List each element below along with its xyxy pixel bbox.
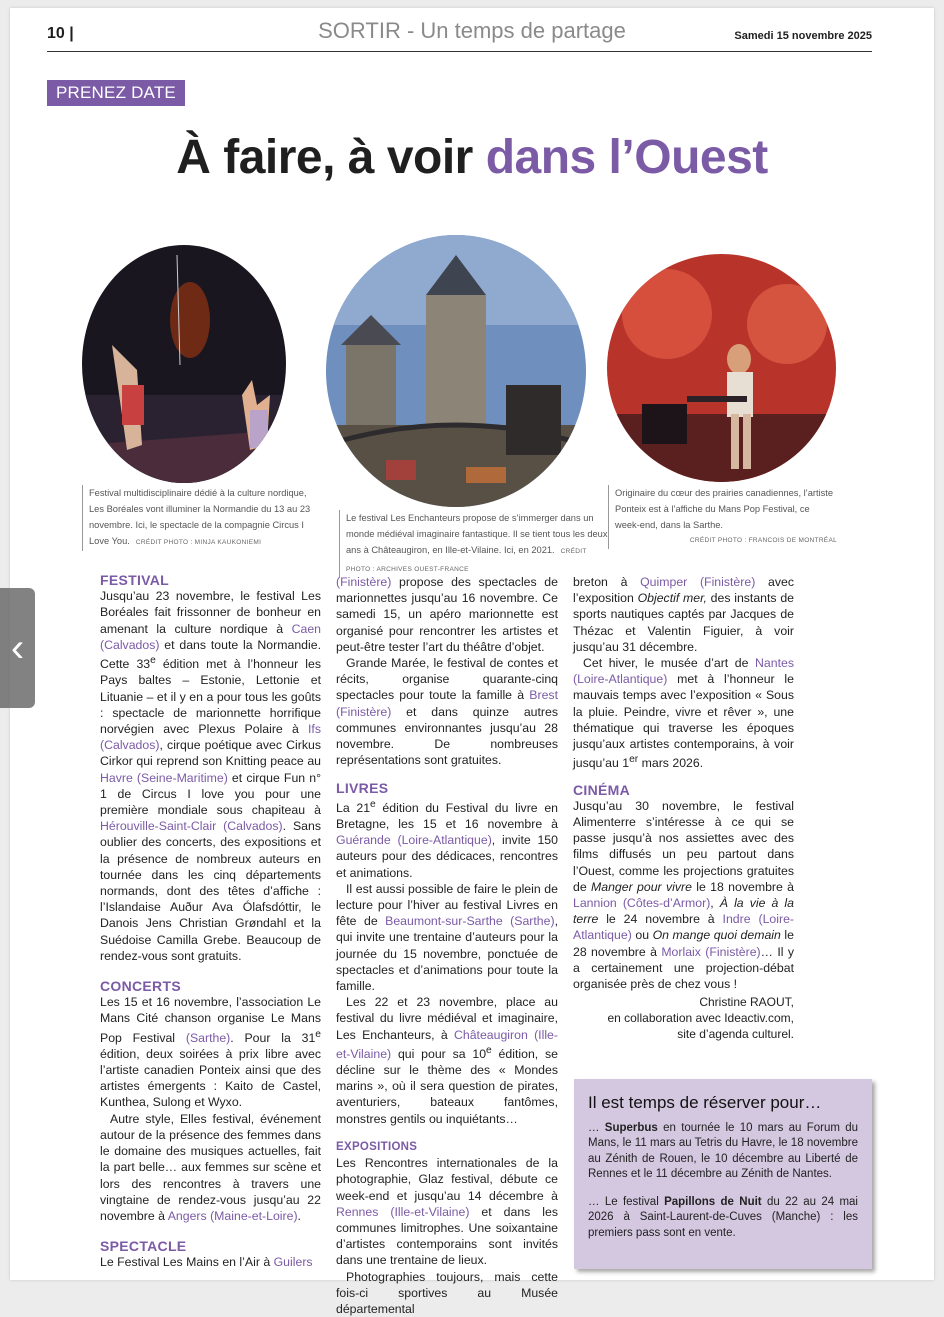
booking-papillons-details: du 22 au 24 mai 2026 à Saint-Laurent-de-Cuves (Manche) : les premiers pass sont en vente. xyxy=(588,1195,858,1239)
booking-superbus xyxy=(588,1121,858,1183)
signature-line3: site d’agenda culturel. xyxy=(677,1027,794,1042)
expositions-paragraph-cont: breton à Quimper (Finistère) avec l’exposition Objectif mer, des instants de sports nautiques captés par Jacques de Thézac et Valentin Figuier, à voir jusqu’au 31 décembre. xyxy=(573,575,794,654)
photo-circus xyxy=(82,245,286,483)
livres-paragraph-2: Il est aussi possible de faire le plein de lecture pour l’hiver au festival Livres en fête de Beaumont-sur-Sarthe (Sarthe), qui invite une trentaine d’auteurs pour la journée du 15 novembre, ponctuée de spectacles et d’animations pour toute la famille. xyxy=(336,881,558,993)
header-rule xyxy=(47,51,872,52)
booking-superbus-details: en tournée le 10 mars au Forum du Mans, le 11 mars au Tetris du Havre, le 18 novembre au Zénith de Rouen, le 10 décembre au Liberté de Rennes et le 11 décembre au Zénith de Nantes. xyxy=(588,1121,858,1180)
title-part-b: dans l’Ouest xyxy=(485,131,768,184)
title-part-a: À faire, à voir xyxy=(176,131,486,184)
cinema-paragraph: Jusqu’au 30 novembre, le festival Alimenterre s’intéresse à ce qui se passe jusqu’à nos assiettes avec des films diffusés un peu partout dans l’Ouest, comme les projections gratuites de Manger pour vivre le 18 novembre à Lannion (Côtes-d’Armor), À la vie à la terre le 24 novembre à Indre (Loire-Atlantique) ou On mange quoi demain le 28 novembre à Morlaix (Finistère)… Il y a certainement une projection-débat organisée près de chez vous ! xyxy=(573,798,795,991)
booking-papillons-name: Papillons de Nuit xyxy=(664,1195,762,1208)
column-1 xyxy=(100,572,321,1271)
booking-box xyxy=(574,1079,872,1269)
expositions-paragraph-1: Les Rencontres internationales de la photographie, Glaz festival, débute ce week-end et jusqu’au 14 décembre à Rennes (Ille-et-Vilaine) et dans les communes limitrophes. Une soixantaine d’artistes contemporains sont invités dans une trentaine de lieux. xyxy=(336,1156,558,1268)
newspaper-page xyxy=(10,8,934,1316)
caption-1-credit: CRÉDIT PHOTO : MINJA KAUKONIEMI xyxy=(135,539,262,546)
expositions-paragraph-3: Cet hiver, le musée d’art de Nantes (Loire-Atlantique) met à l’honneur le mauvais temps avec l’exposition « Sous la pluie. Peindre, vivre et rêver », une thématique qui traverse les époques jusqu’aux artistes contemporains, à voir jusqu’au 1er mars 2026. xyxy=(573,656,794,771)
chevron-left-icon: ‹ xyxy=(10,626,25,670)
previous-page-button[interactable] xyxy=(0,588,35,708)
photo-chateau xyxy=(326,235,586,507)
caption-2 xyxy=(339,510,608,578)
booking-superbus-prefix: … xyxy=(588,1121,605,1134)
caption-2-text: Le festival Les Enchanteurs propose de s’immerger dans un monde médiéval imaginaire fantastique. Il se tient tous les deux ans à Châteaugiron, en Ille-et-Vilaine. Ici, en 2021. xyxy=(346,513,608,555)
signature xyxy=(573,994,794,1042)
section-festival-heading: FESTIVAL xyxy=(100,572,170,588)
spectacle-paragraph-cont: (Finistère) propose des spectacles de marionnettes jusqu’au 16 novembre. Ce samedi 15, un apéro marionnette est organisé pour rencontrer les artistes et peut-être tester l’art du théâtre d’objet. xyxy=(336,575,558,654)
festival-paragraph: Jusqu’au 23 novembre, le festival Les Boréales fait frissonner de bonheur en amenant la culture nordique à Caen (Calvados) et dans toute la Normandie. Cette 33e édition met à l’honneur les Pays baltes – Estonie, Lettonie et Lituanie – et il y en a pour tous les goûts : spectacle de marionnette horrifique norvégien avec Plexus Polaire à Ifs (Calvados), cirque poétique avec Cirkus Cirkor qui reprend son Knitting peace au Havre (Seine-Maritime) et cirque Fun n° 1 de Circus I love you pour une première mondiale sous chapiteau à Hérouville-Saint-Clair (Calvados). Sans oublier des concerts, des expositions et la présence de nombreux auteurs en tournée dans les cinq départements normands, dont des têtes d’affiche : l’Islandaise Auður Ava Ólafsdóttir, le Danois Jens Christian Grøndahl et la Suédoise Camilla Grebe. Beaucoup de rendez-vous sont gratuits. xyxy=(100,589,321,963)
caption-1 xyxy=(82,485,321,551)
caption-3-credit: CRÉDIT PHOTO : FRANCOIS DE MONTRÉAL xyxy=(689,537,837,544)
signature-name: Christine RAOUT, xyxy=(699,995,794,1010)
column-3 xyxy=(573,574,794,1042)
section-header: SORTIR - Un temps de partage xyxy=(318,18,626,43)
section-concerts-heading: CONCERTS xyxy=(100,977,181,994)
caption-1-text: Festival multidisciplinaire dédié à la culture nordique, Les Boréales vont illuminer la Normandie du 13 au 23 novembre. Ici, le spectacle de la compagnie Circus I Love You. xyxy=(89,488,311,546)
booking-superbus-name: Superbus xyxy=(604,1121,658,1134)
section-cinema-heading: CINÉMA xyxy=(573,781,631,798)
page-title xyxy=(10,130,934,185)
prenez-date-tag: PRENEZ DATE xyxy=(47,80,185,106)
concerts-paragraph-1: Les 15 et 16 novembre, l’association Le Mans Cité chanson organise Le Mans Pop Festival (Sarthe). Pour la 31e édition, deux soirées à prix libre avec l’artiste canadien Ponteix ainsi que des artistes émergents : Kaito de Castel, Kunthea, Sulong et Wyxo. xyxy=(100,995,321,1110)
photo-concert xyxy=(607,254,836,482)
page-number: 10 | xyxy=(47,25,74,42)
issue-date: Samedi 15 novembre 2025 xyxy=(734,30,872,42)
column-2 xyxy=(336,574,558,1317)
caption-2-credit: CRÉDIT PHOTO : ARCHIVES OUEST-FRANCE xyxy=(346,548,587,573)
booking-box-title: Il est temps de réserver pour… xyxy=(588,1093,822,1112)
section-livres-heading: LIVRES xyxy=(336,780,389,797)
caption-3-text: Originaire du cœur des prairies canadiennes, l’artiste Ponteix est à l’affiche du Mans Pop Festival, ce week-end, dans la Sarthe. xyxy=(615,488,834,530)
livres-paragraph-3: Les 22 et 23 novembre, place au festival du livre médiéval et imaginaire, Les Enchanteurs, à Châteaugiron (Ille-et-Vilaine) qui pour sa 10e édition, se décline sur le thème des « Mondes marins », où il sera question de pirates, aventuriers, bateaux fantômes, monstres gentils ou inquiétants… xyxy=(336,995,558,1126)
spectacle-paragraph-start: Le Festival Les Mains en l’Air à Guilers xyxy=(100,1255,313,1270)
booking-papillons-prefix: … Le festival xyxy=(588,1195,665,1208)
caption-3 xyxy=(608,485,837,549)
booking-papillons xyxy=(588,1195,858,1242)
section-expositions-heading: EXPOSITIONS xyxy=(336,1140,418,1153)
grande-maree-paragraph: Grande Marée, le festival de contes et récits, organise quarante-cinq spectacles pour toute la famille à Brest (Finistère) et dans quinze autres communes environnantes jusqu’au 28 novembre. De nombreuses représentations sont gratuites. xyxy=(336,656,558,768)
section-spectacle-heading: SPECTACLE xyxy=(100,1238,187,1255)
expositions-paragraph-2: Photographies toujours, mais cette fois-ci sportives au Musée départemental xyxy=(336,1269,558,1316)
concerts-paragraph-2: Autre style, Elles festival, événement autour de la présence des femmes dans le domaine des musiques actuelles, fait la part belle… aux femmes sur scène et lors des rencontres à travers une vingtaine de rendez-vous jusqu’au 22 novembre à Angers (Maine-et-Loire). xyxy=(100,1111,321,1223)
livres-paragraph-1: La 21e édition du Festival du livre en Bretagne, les 15 et 16 novembre à Guérande (Loire-Atlantique), invite 150 auteurs pour des dédicaces, rencontres et animations. xyxy=(336,798,558,880)
signature-line2: en collaboration avec Ideactiv.com, xyxy=(607,1011,794,1026)
